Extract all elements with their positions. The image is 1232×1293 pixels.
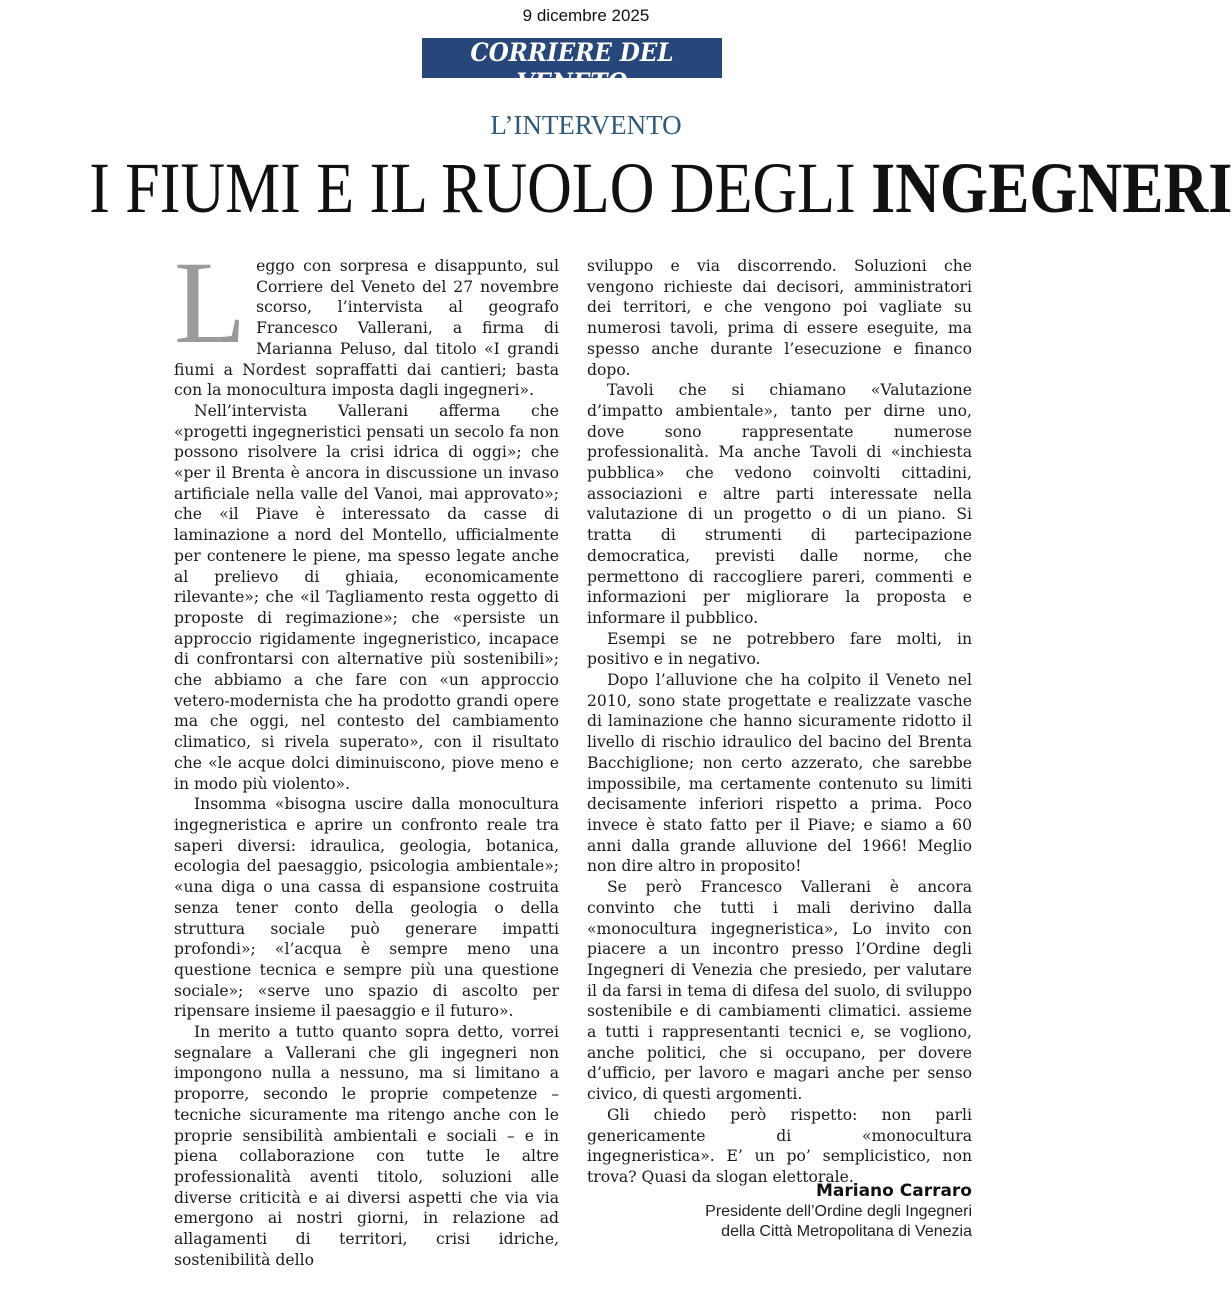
article-column-1 [174,237,559,1270]
article-paragraph: Gli chiedo però rispetto: non parli genericamente di «monocultura ingegneristica». E’ un po’ semplicistico, non trova? Quasi da slogan elettorale. [587,1105,972,1186]
publication-date: 9 dicembre 2025 [522,6,650,25]
article-paragraph: Dopo l’alluvione che ha colpito il Veneto nel 2010, sono state progettate e realizzate vasche di laminazione che hanno sicuramente ridotto il livello di rischio idraulico del bacino del Brenta Bacchiglione; non certo azzerato, che sarebbe impossibile, ma certamente contenuto su limiti decisamente inferiori rispetto a prima. Poco invece è stato fatto per il Piave; e siamo a 60 anni dalla grande alluvione del 1966! Meglio non dire altro in proposito! [587,671,972,876]
masthead-edition: VENEZIA E MESTRE [533,98,611,107]
headline-regular: I FIUMI E IL RUOLO DEGLI [89,148,872,228]
article-paragraph: Leggo con sorpresa e disappunto, sul Corriere del Veneto del 27 novembre scorso, l’intervista al geografo Francesco Vallerani, a firma di Marianna Peluso, dal titolo «I grandi fiumi a Nordest sopraffatti dai cantieri; basta con la monocultura imposta dagli ingegneri». [174,237,559,400]
article-kicker: L’INTERVENTO [490,110,682,140]
masthead-title: CORRIERE DEL VENETO [470,38,674,97]
headline-bold: INGEGNERI [871,148,1232,228]
article-paragraph: Tavoli che si chiamano «Valutazione d’impatto ambientale», tanto per dirne uno, dove sono rappresentate numerose professionalità. Ma anche Tavoli di «inchiesta pubblica» che vedono coinvolti cittadini, associazioni e altre parti interessate nella valutazione di un progetto o di un piano. Si tratta di strumenti di partecipazione democratica, previsti dalle norme, che permettono di raccogliere pareri, commenti e informazioni per migliorare la proposta e informare il pubblico. [587,381,972,627]
drop-cap: L [174,237,247,368]
article-paragraph: Se però Francesco Vallerani è ancora convinto che tutti i mali derivino dalla «monocultura ingegneristica», Lo invito con piacere a un incontro presso l’Ordine degli Ingegneri di Venezia che presiedo, per valutare il da farsi in tema di difesa del suolo, di sviluppo sostenibile e di cambiamenti climatici. assieme a tutti i rappresentanti tecnici e, se vogliono, anche politici, che si occupano, per dovere d’ufficio, per lavoro e magari anche per senso civico, di questi argomenti. [587,878,972,1104]
article-signature [600,1180,972,1242]
article-paragraph: Esempi se ne potrebbero fare molti, in positivo e in negativo. [587,629,972,669]
author-role-line-1: Presidente dell’Ordine degli Ingegneri [705,1203,972,1220]
article-headline [89,148,1232,228]
author-name: Mariano Carraro [815,1181,972,1201]
article-paragraph: In merito a tutto quanto sopra detto, vorrei segnalare a Vallerani che gli ingegneri non impongono nulla a nessuno, ma si limitano a proporre, secondo le proprie competenze – tecniche sicuramente ma ritengo anche con le proprie sensibilità ambientali e sociali – e in piena collaborazione con tutte le altre professionalità aventi titolo, soluzioni alle diverse criticità e ai diversi aspetti che via via emergono ai nostri giorni, in relazione ad allagamenti di territori, crisi idriche, sostenibilità dello [174,1023,559,1269]
article-paragraph: Insomma «bisogna uscire dalla monocultura ingegneristica e aprire un confronto reale tra saperi diversi: idraulica, geologia, botanica, ecologia del paesaggio, psicologia ambientale»; «una diga o una cassa di espansione costruita senza tener conto della geologia o della struttura sociale può generare impatti profondi»; «l’acqua è sempre meno una questione tecnica e sempre più una questione sociale»; «serve uno spazio di ascolto per ripensare insieme il paesaggio e il futuro». [174,795,559,1021]
author-role-line-2: della Città Metropolitana di Venezia [721,1223,972,1240]
article-column-2 [587,256,972,1188]
article-paragraph: sviluppo e via discorrendo. Soluzioni che vengono richieste dai decisori, amministratori dei territori, e che vengono poi vagliate su numerosi tavoli, prima di essere eseguite, ma spesso anche durante l’esecuzione e financo dopo. [587,257,972,379]
newspaper-masthead [422,38,722,107]
article-paragraph: Nell’intervista Vallerani afferma che «progetti ingegneristici pensati un secolo fa non possono risolvere la crisi idrica di oggi»; che «per il Brenta è ancora in discussione un invaso artificiale nella valle del Vanoi, mai approvato»; che «il Piave è interessato da casse di laminazione a nord del Montello, ufficialmente per contenere le piene, ma spesso legate anche al prelievo di ghiaia, economicamente rilevante»; che «il Tagliamento resta oggetto di proposte di regimazione»; che «persiste un approccio rigidamente ingegneristico, incapace di confrontarsi con alternative più sostenibili»; che abbiamo a che fare con «un approccio vetero-modernista che ha prodotto grandi opere ma che oggi, nel contesto del cambiamento climatico, si rivela superato», con il risultato che «le acque dolci diminuiscono, piove meno e in modo più violento». [174,401,559,793]
